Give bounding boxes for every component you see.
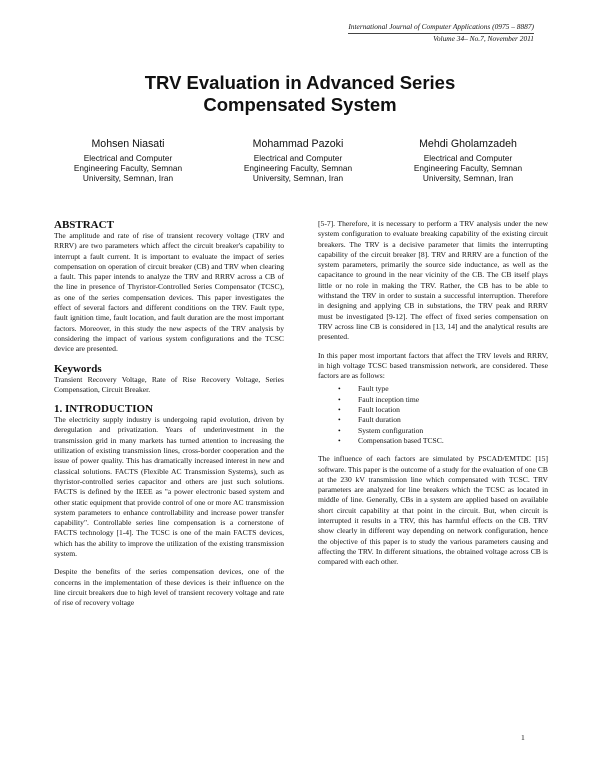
keywords-heading: Keywords bbox=[54, 362, 102, 375]
author-name: Mohammad Pazoki bbox=[252, 138, 344, 150]
introduction-heading: 1. INTRODUCTION bbox=[54, 403, 154, 416]
title-line-2: Compensated System bbox=[203, 94, 397, 115]
page-number: 1 bbox=[521, 733, 525, 742]
author-affiliation: Engineering Faculty, Semnan bbox=[413, 163, 523, 173]
abstract-heading: ABSTRACT bbox=[54, 219, 114, 231]
author-affiliation: University, Semnan, Iran bbox=[252, 173, 344, 183]
list-item: • Fault location bbox=[338, 405, 548, 415]
introduction-paragraph-2: Despite the benefits of the series compensation devices, one of the concerns in the implementation of these devices is their influence on the line circuit breakers due to high level of transient recovery voltage and rate of rise of recovery voltage bbox=[54, 567, 284, 608]
author-affiliation: Electrical and Computer bbox=[253, 153, 343, 163]
author-affiliation: Engineering Faculty, Semnan bbox=[243, 163, 353, 173]
list-item: • System configuration bbox=[338, 426, 548, 436]
journal-name: International Journal of Computer Applications (0975 – 8887) bbox=[348, 22, 534, 31]
paper-title bbox=[0, 72, 600, 116]
left-column bbox=[54, 219, 284, 609]
title-line-1: TRV Evaluation in Advanced Series bbox=[144, 72, 456, 93]
abstract-text: The amplitude and rate of rise of transient recovery voltage (TRV and RRRV) are two parameters which affect the circuit breaker's capability to interrupt a fault current. It is important to evaluate the impact of series compensation on operation of circuit breaker (CB) and TRV when clearing a fault. This paper intends to analyze the TRV and RRRV across a CB of the line in presence of Thyristor-Controlled Series Compensator (TCSC), as one of the series compensation devices. This paper investigates the effect of several factors and different conditions on the TRV. Fault type, fault ignition time, fault location, and fault duration are the most important factors. Moreover, in this study the new aspects of the TRV analysis by considering the impact of various system configurations and the TCSC device are presented. bbox=[54, 231, 284, 354]
author-1 bbox=[48, 138, 208, 183]
author-3 bbox=[388, 138, 548, 183]
author-affiliation: Engineering Faculty, Semnan bbox=[73, 163, 183, 173]
author-2 bbox=[218, 138, 378, 183]
journal-header bbox=[348, 22, 534, 44]
author-name: Mohsen Niasati bbox=[91, 138, 165, 150]
introduction-paragraph-1: The electricity supply industry is undergoing rapid evolution, driven by deregulation and privatization. Years of underinvestment in the transmission grid in many markets has turned attention to increasing the utilization of existing transmission lines, cross-border cooperation and the issue of power quality. This has dramatically increased interest in new and classical solutions. FACTS (Flexible AC Transmission Systems), such as thyristor-controlled series capacitor and others are just such solutions. FACTS is defined by the IEEE as "a power electronic based system and other static equipment that provide control of one or more AC transmission system parameters to enhance controllability and increase power transfer capability". Controllable series line compensation is a cornerstone of FACTS technology [1-4]. The TCSC is one of the main FACTS devices, which has the ability to improve the utilization of the existing transmission system. bbox=[54, 415, 284, 559]
author-affiliation: Electrical and Computer bbox=[83, 153, 173, 163]
list-item: • Fault duration bbox=[338, 415, 548, 425]
author-affiliation: University, Semnan, Iran bbox=[82, 173, 174, 183]
factor-list bbox=[318, 384, 548, 446]
body-paragraph-1: [5-7]. Therefore, it is necessary to perform a TRV analysis under the new system configuration to evaluate breaking capability of the existing circuit breakers. The TRV is a decisive parameter that limits the interrupting capability of the circuit breaker [8]. TRV and RRRV are a function of the system parameters, primarily the source side inductance, as well as the capacitance to ground in the near vicinity of the CB. The CB itself plays little or no role in making the TRV. Rather, the CB has to be able to withstand the TRV in order to sustain a successful interruption. Therefore in designing and applying CB in substations, the TRV peak and RRRV must be investigated [9-12]. The effect of fixed series compensation on TRV across line CB is considered in [13, 14] and the analytical results are presented. bbox=[318, 219, 548, 342]
list-item: • Fault type bbox=[338, 384, 548, 394]
keywords-text: Transient Recovery Voltage, Rate of Rise Recovery Voltage, Series Compensation, Circuit Breaker. bbox=[54, 374, 284, 394]
author-affiliation: University, Semnan, Iran bbox=[422, 173, 514, 183]
right-column bbox=[318, 219, 548, 568]
author-name: Mehdi Gholamzadeh bbox=[419, 138, 517, 150]
author-affiliation: Electrical and Computer bbox=[423, 153, 513, 163]
body-paragraph-3: The influence of each factors are simulated by PSCAD/EMTDC [15] software. This paper is the outcome of a study for the evaluation of one CB at the 230 kV transmission line which compensated with TCSC. TRV parameters are analyzed for line breakers which the TCSC as located in middle of line. Generally, CBs in a system are applied based on available short circuit capability at that point in the circuit. But, when circuit is interrupted it results in a TRV, this has harmful effects on the CB. TRV show clearly in different way depending on network configuration, hence the objective of this paper is to study the various parameters causing and affecting the TRV. In different situations, the obtained voltage across CB is compared with each other. bbox=[318, 454, 548, 567]
author-block bbox=[48, 138, 548, 183]
list-item: • Compensation based TCSC. bbox=[338, 436, 548, 446]
journal-volume: Volume 34– No.7, November 2011 bbox=[348, 33, 534, 44]
list-item: • Fault inception time bbox=[338, 395, 548, 405]
body-paragraph-2: In this paper most important factors that affect the TRV levels and RRRV, in high voltage TCSC based transmission network, are considered. These factors are as follows: bbox=[318, 350, 548, 381]
